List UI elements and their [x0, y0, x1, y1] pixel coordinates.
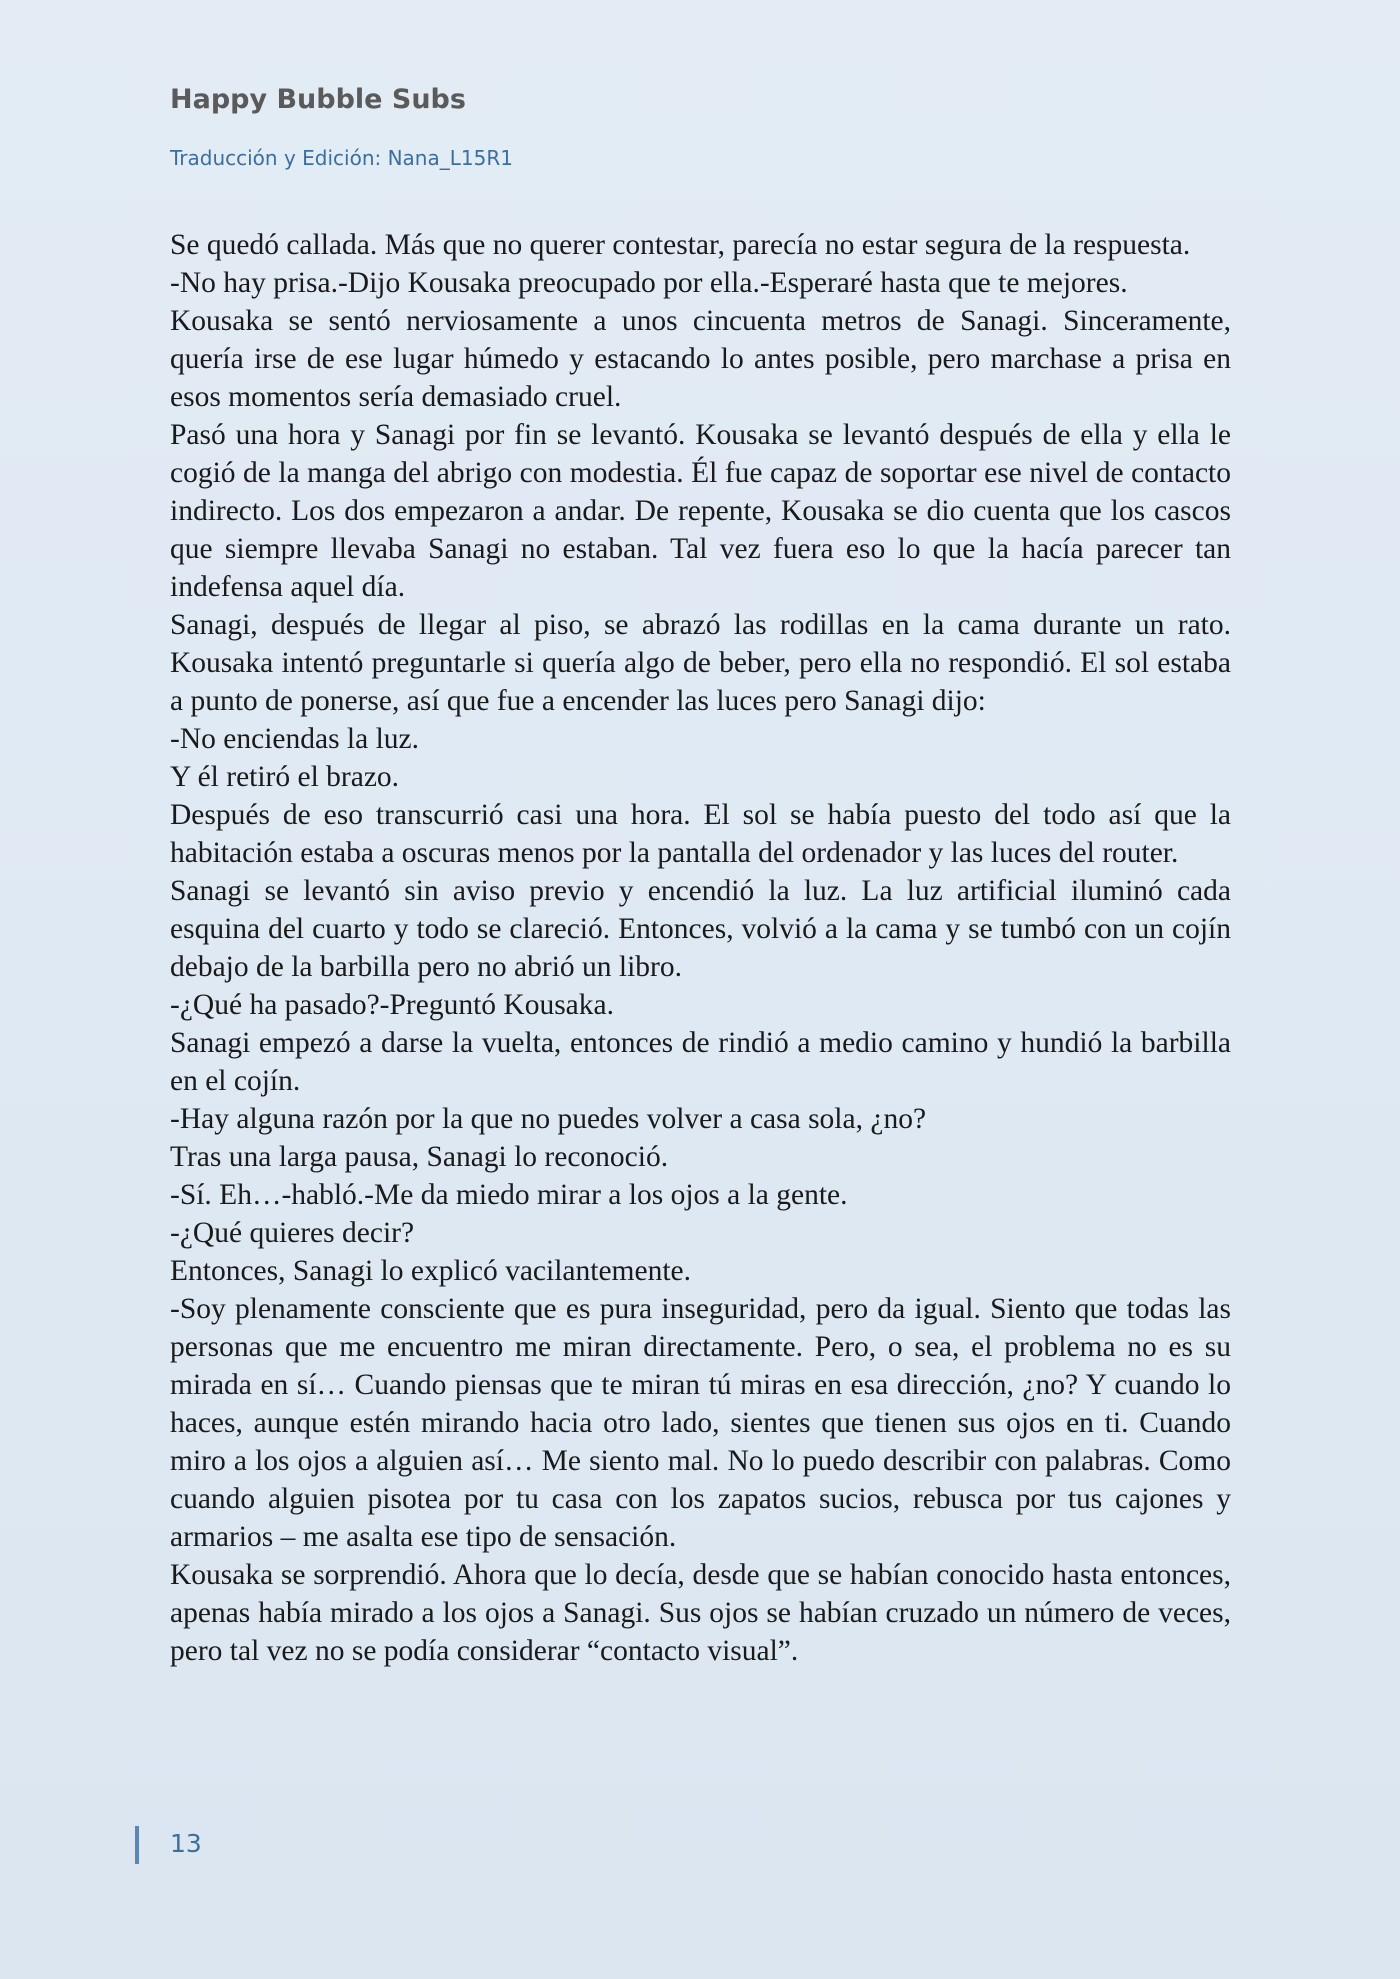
- paragraph: -Soy plenamente consciente que es pura inseguridad, pero da igual. Siento que todas las personas que me encuentro me miran directamente. Pero, o sea, el problema no es su mirada en sí… Cuando piensas que te miran tú miras en esa dirección, ¿no? Y cuando lo haces, aunque estén mirando hacia otro lado, sientes que tienen sus ojos en ti. Cuando miro a los ojos a alguien así… Me siento mal. No lo puedo describir con palabras. Como cuando alguien pisotea por tu casa con los zapatos sucios, rebusca por tus cajones y armarios – me asalta ese tipo de sensación.: [170, 1293, 1231, 1553]
- paragraph: -¿Qué quieres decir?: [170, 1217, 415, 1249]
- body-text: [170, 226, 1231, 1670]
- paragraph: -No enciendas la luz.: [170, 723, 420, 755]
- paragraph: Kousaka se sentó nerviosamente a unos cincuenta metros de Sanagi. Sinceramente, quería irse de ese lugar húmedo y estacando lo antes posible, pero marchase a prisa en esos momentos sería demasiado cruel.: [170, 305, 1231, 413]
- paragraph: -Sí. Eh…-habló.-Me da miedo mirar a los ojos a la gente.: [170, 1179, 848, 1211]
- paragraph: Y él retiró el brazo.: [170, 761, 400, 793]
- paragraph: Se quedó callada. Más que no querer contestar, parecía no estar segura de la respuesta.: [170, 229, 1191, 261]
- header-title: Happy Bubble Subs: [170, 84, 466, 115]
- paragraph: Sanagi, después de llegar al piso, se abrazó las rodillas en la cama durante un rato. Kousaka intentó preguntarle si quería algo de beber, pero ella no respondió. El sol estaba a punto de ponerse, así que fue a encender las luces pero Sanagi dijo:: [170, 609, 1231, 717]
- header-subtitle: Traducción y Edición: Nana_L15R1: [170, 146, 513, 170]
- footer-divider: [135, 1826, 139, 1864]
- page-number: 13: [170, 1829, 202, 1858]
- paragraph: Entonces, Sanagi lo explicó vacilantemente.: [170, 1255, 691, 1287]
- paragraph: -Hay alguna razón por la que no puedes volver a casa sola, ¿no?: [170, 1103, 927, 1135]
- paragraph: Tras una larga pausa, Sanagi lo reconoció.: [170, 1141, 669, 1173]
- paragraph: Pasó una hora y Sanagi por fin se levantó. Kousaka se levantó después de ella y ella le cogió de la manga del abrigo con modestia. Él fue capaz de soportar ese nivel de contacto indirecto. Los dos empezaron a andar. De repente, Kousaka se dio cuenta que los cascos que siempre llevaba Sanagi no estaban. Tal vez fuera eso lo que la hacía parecer tan indefensa aquel día.: [170, 419, 1231, 603]
- paragraph: -¿Qué ha pasado?-Preguntó Kousaka.: [170, 989, 614, 1021]
- paragraph: Sanagi se levantó sin aviso previo y encendió la luz. La luz artificial iluminó cada esquina del cuarto y todo se clareció. Entonces, volvió a la cama y se tumbó con un cojín debajo de la barbilla pero no abrió un libro.: [170, 875, 1231, 983]
- paragraph: -No hay prisa.-Dijo Kousaka preocupado por ella.-Esperaré hasta que te mejores.: [170, 267, 1128, 299]
- paragraph: Después de eso transcurrió casi una hora. El sol se había puesto del todo así que la habitación estaba a oscuras menos por la pantalla del ordenador y las luces del router.: [170, 799, 1231, 869]
- paragraph: Kousaka se sorprendió. Ahora que lo decía, desde que se habían conocido hasta entonces, apenas había mirado a los ojos a Sanagi. Sus ojos se habían cruzado un número de veces, pero tal vez no se podía considerar “contacto visual”.: [170, 1559, 1231, 1667]
- paragraph: Sanagi empezó a darse la vuelta, entonces de rindió a medio camino y hundió la barbilla en el cojín.: [170, 1027, 1231, 1097]
